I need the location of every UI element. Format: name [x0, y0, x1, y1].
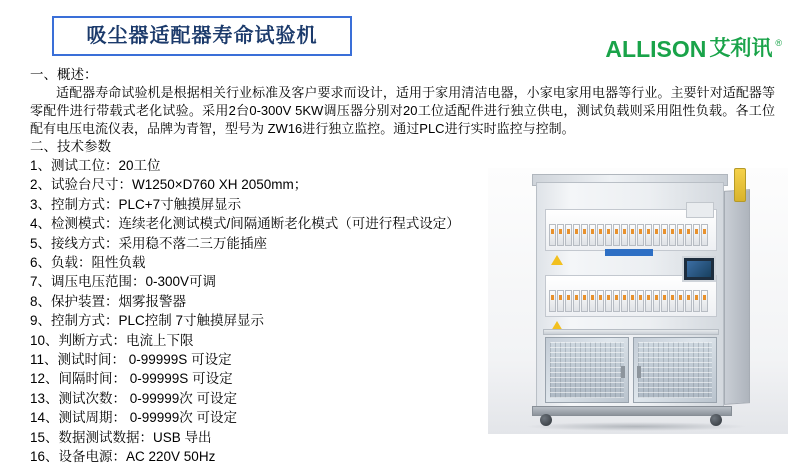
breaker-group	[549, 290, 708, 312]
breaker-icon	[653, 224, 660, 246]
door-mesh	[638, 342, 712, 398]
breaker-icon	[565, 290, 572, 312]
breaker-icon	[685, 224, 692, 246]
breaker-icon	[597, 224, 604, 246]
breaker-icon	[637, 224, 644, 246]
breaker-icon	[701, 290, 708, 312]
cabinet-side-panel	[724, 189, 750, 405]
list-item: 16、设备电源：AC 220V 50Hz	[30, 449, 216, 465]
list-item: 13、测试次数： 0-99999次 可设定	[30, 390, 238, 406]
photo-shadow	[524, 422, 748, 431]
breaker-icon	[581, 290, 588, 312]
list-item: 3、控制方式：PLC+7寸触摸屏显示	[30, 196, 242, 212]
signal-tower-light	[734, 168, 746, 202]
overview-heading: 一、概述：	[30, 67, 98, 82]
params-heading: 二、技术参数	[30, 139, 111, 154]
breaker-icon	[677, 290, 684, 312]
list-item: 6、负载：阻性负载	[30, 255, 146, 271]
breaker-icon	[685, 290, 692, 312]
list-item: 10、判断方式：电流上下限	[30, 332, 194, 348]
breaker-icon	[621, 290, 628, 312]
machine-photo	[488, 168, 788, 434]
breaker-icon	[621, 224, 628, 246]
door-mesh	[550, 342, 624, 398]
page-title: 吸尘器适配器寿命试验机	[86, 25, 318, 47]
list-item: 2、试验台尺寸：W1250×D760 XH 2050mm；	[30, 177, 308, 193]
warning-triangle-icon	[551, 255, 563, 265]
breaker-icon	[597, 290, 604, 312]
list-item: 8、保护装置：烟雾报警器	[30, 293, 187, 309]
breaker-icon	[589, 290, 596, 312]
breaker-icon	[605, 224, 612, 246]
list-item: 5、接线方式：采用稳不落二三万能插座	[30, 235, 268, 251]
registered-trademark-icon: ®	[775, 38, 782, 48]
list-item: 11、测试时间： 0-99999S 可设定	[30, 352, 232, 368]
breaker-icon	[645, 224, 652, 246]
breaker-icon	[613, 224, 620, 246]
breaker-icon	[613, 290, 620, 312]
breaker-icon	[677, 224, 684, 246]
cabinet-base	[532, 406, 732, 416]
overview-paragraph: 适配器寿命试验机是根据相关行业标准及客户要求而设计，适用于家用清洁电器，小家电家用电器等行业。主要针对适配器等零配件进行带载式老化试验。采用2台0-300V 5KW调压器分别对20工位适配件进行独立供电，测试负载则采用阻性负载。各工位配有电压电流仪表，品牌为青智，型号为 ZW16进行独立监控。通过PLC进行实时监控与控制。	[30, 85, 775, 136]
door-handle	[637, 366, 641, 378]
breaker-icon	[573, 224, 580, 246]
spec-list	[30, 156, 500, 467]
breaker-icon	[669, 224, 676, 246]
page-title-box	[52, 16, 352, 56]
breaker-icon	[565, 224, 572, 246]
logo-brand-en: ALLISON	[605, 36, 707, 62]
breaker-icon	[629, 290, 636, 312]
breaker-icon	[637, 290, 644, 312]
breaker-group	[549, 224, 708, 246]
breaker-icon	[701, 224, 708, 246]
breaker-icon	[557, 290, 564, 312]
nameplate	[686, 202, 714, 218]
cabinet-doors	[545, 337, 717, 403]
cabinet-door-left	[545, 337, 629, 403]
list-item: 9、控制方式：PLC控制 7寸触摸屏显示	[30, 313, 265, 329]
breaker-icon	[669, 290, 676, 312]
breaker-icon	[581, 224, 588, 246]
list-item: 15、数据测试数据：USB 导出	[30, 429, 212, 445]
list-item: 1、测试工位：20工位	[30, 158, 161, 173]
list-item: 4、检测模式：连续老化测试模式/间隔通断老化模式（可进行程式设定）	[30, 216, 460, 232]
logo-brand-cn: 艾利讯	[709, 37, 773, 60]
breaker-icon	[661, 290, 668, 312]
touchscreen-hmi	[682, 256, 716, 282]
blue-indicator-strip	[605, 249, 653, 256]
company-logo	[605, 38, 782, 61]
breaker-icon	[661, 224, 668, 246]
breaker-icon	[629, 224, 636, 246]
breaker-icon	[573, 290, 580, 312]
breaker-icon	[589, 224, 596, 246]
breaker-icon	[693, 224, 700, 246]
list-item: 14、测试周期： 0-99999次 可设定	[30, 410, 238, 426]
breaker-icon	[549, 224, 556, 246]
list-item: 12、间隔时间： 0-99999S 可设定	[30, 371, 233, 387]
breaker-icon	[653, 290, 660, 312]
cabinet-mid-shelf	[543, 329, 719, 335]
breaker-icon	[549, 290, 556, 312]
door-handle	[621, 366, 625, 378]
list-item: 7、调压电压范围：0-300V可调	[30, 274, 217, 290]
breaker-icon	[693, 290, 700, 312]
breaker-icon	[605, 290, 612, 312]
breaker-icon	[557, 224, 564, 246]
breaker-icon	[645, 290, 652, 312]
cabinet-door-right	[633, 337, 717, 403]
